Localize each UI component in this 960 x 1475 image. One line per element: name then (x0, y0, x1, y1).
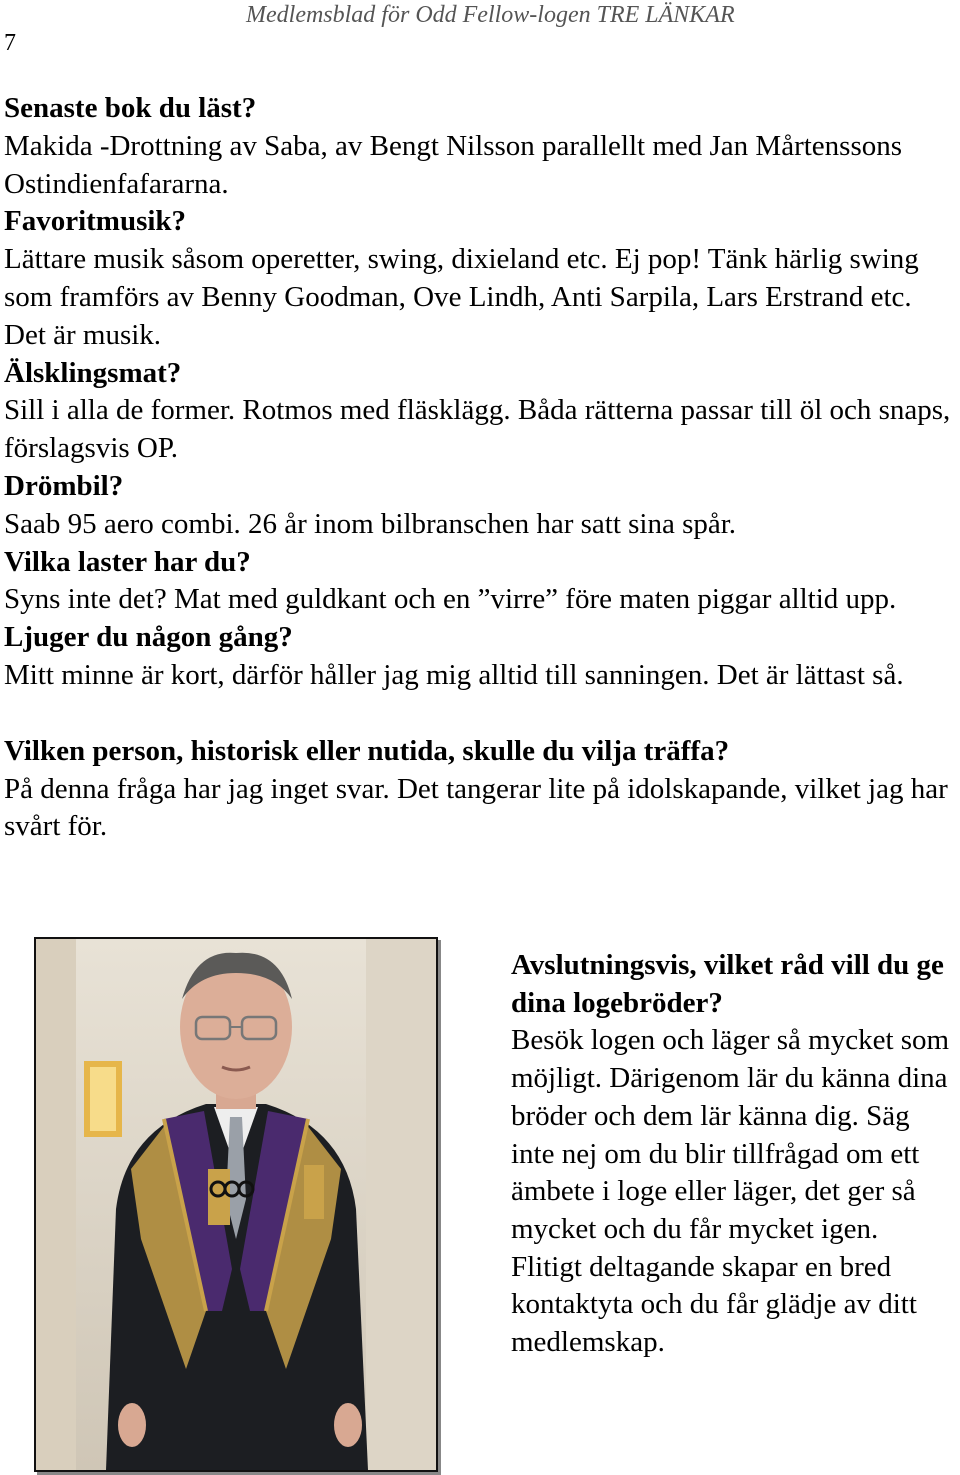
answer: Syns inte det? Mat med guldkant och en ”virre” före maten piggar alltid upp. (4, 583, 897, 616)
answer: Makida -Drottning av Saba, av Bengt Nilsson parallellt med Jan Mårtenssons Ostindienfafararna. (4, 129, 903, 200)
portrait-illustration (36, 939, 436, 1470)
closing-answer: Besök logen och läger så mycket som möjligt. Därigenom lär du känna dina bröder och dem lär känna dig. Säg inte nej om du blir tillfrågad om ett ämbete i loge eller läger, det ger så mycket och du får mycket igen. Flitigt deltagande skapar en bred kontaktyta och du får glädje av ditt medlemskap. (511, 1024, 950, 1359)
closing-column (511, 947, 956, 1362)
portrait-photo (34, 937, 438, 1472)
page-number: 7 (4, 30, 16, 56)
question: Vilka laster har du? (4, 545, 251, 578)
running-header: Medlemsblad för Odd Fellow-logen TRE LÄNKAR (246, 2, 735, 28)
question: Drömbil? (4, 469, 124, 502)
question: Vilken person, historisk eller nutida, skulle du vilja träffa? (4, 734, 730, 767)
interview-section (4, 90, 954, 846)
question: Senaste bok du läst? (4, 92, 257, 124)
answer: Mitt minne är kort, därför håller jag mig alltid till sanningen. Det är lättast så. (4, 658, 904, 691)
closing-question: Avslutningsvis, vilket råd vill du ge dina logebröder? (511, 949, 944, 1019)
answer: Sill i alla de former. Rotmos med fläsklägg. Båda rätterna passar till öl och snaps, förslagsvis OP. (4, 394, 951, 465)
question: Favoritmusik? (4, 205, 187, 238)
answer: Lättare musik såsom operetter, swing, dixieland etc. Ej pop! Tänk härlig swing som framförs av Benny Goodman, Ove Lindh, Anti Sarpila, Lars Erstrand etc. Det är musik. (4, 243, 919, 351)
answer: Saab 95 aero combi. 26 år inom bilbranschen har satt sina spår. (4, 507, 737, 540)
paragraph-gap (4, 695, 954, 733)
question: Ljuger du någon gång? (4, 621, 293, 654)
answer: På denna fråga har jag inget svar. Det tangerar lite på idolskapande, vilket jag har svårt för. (4, 772, 948, 843)
question: Älsklingsmat? (4, 356, 182, 389)
